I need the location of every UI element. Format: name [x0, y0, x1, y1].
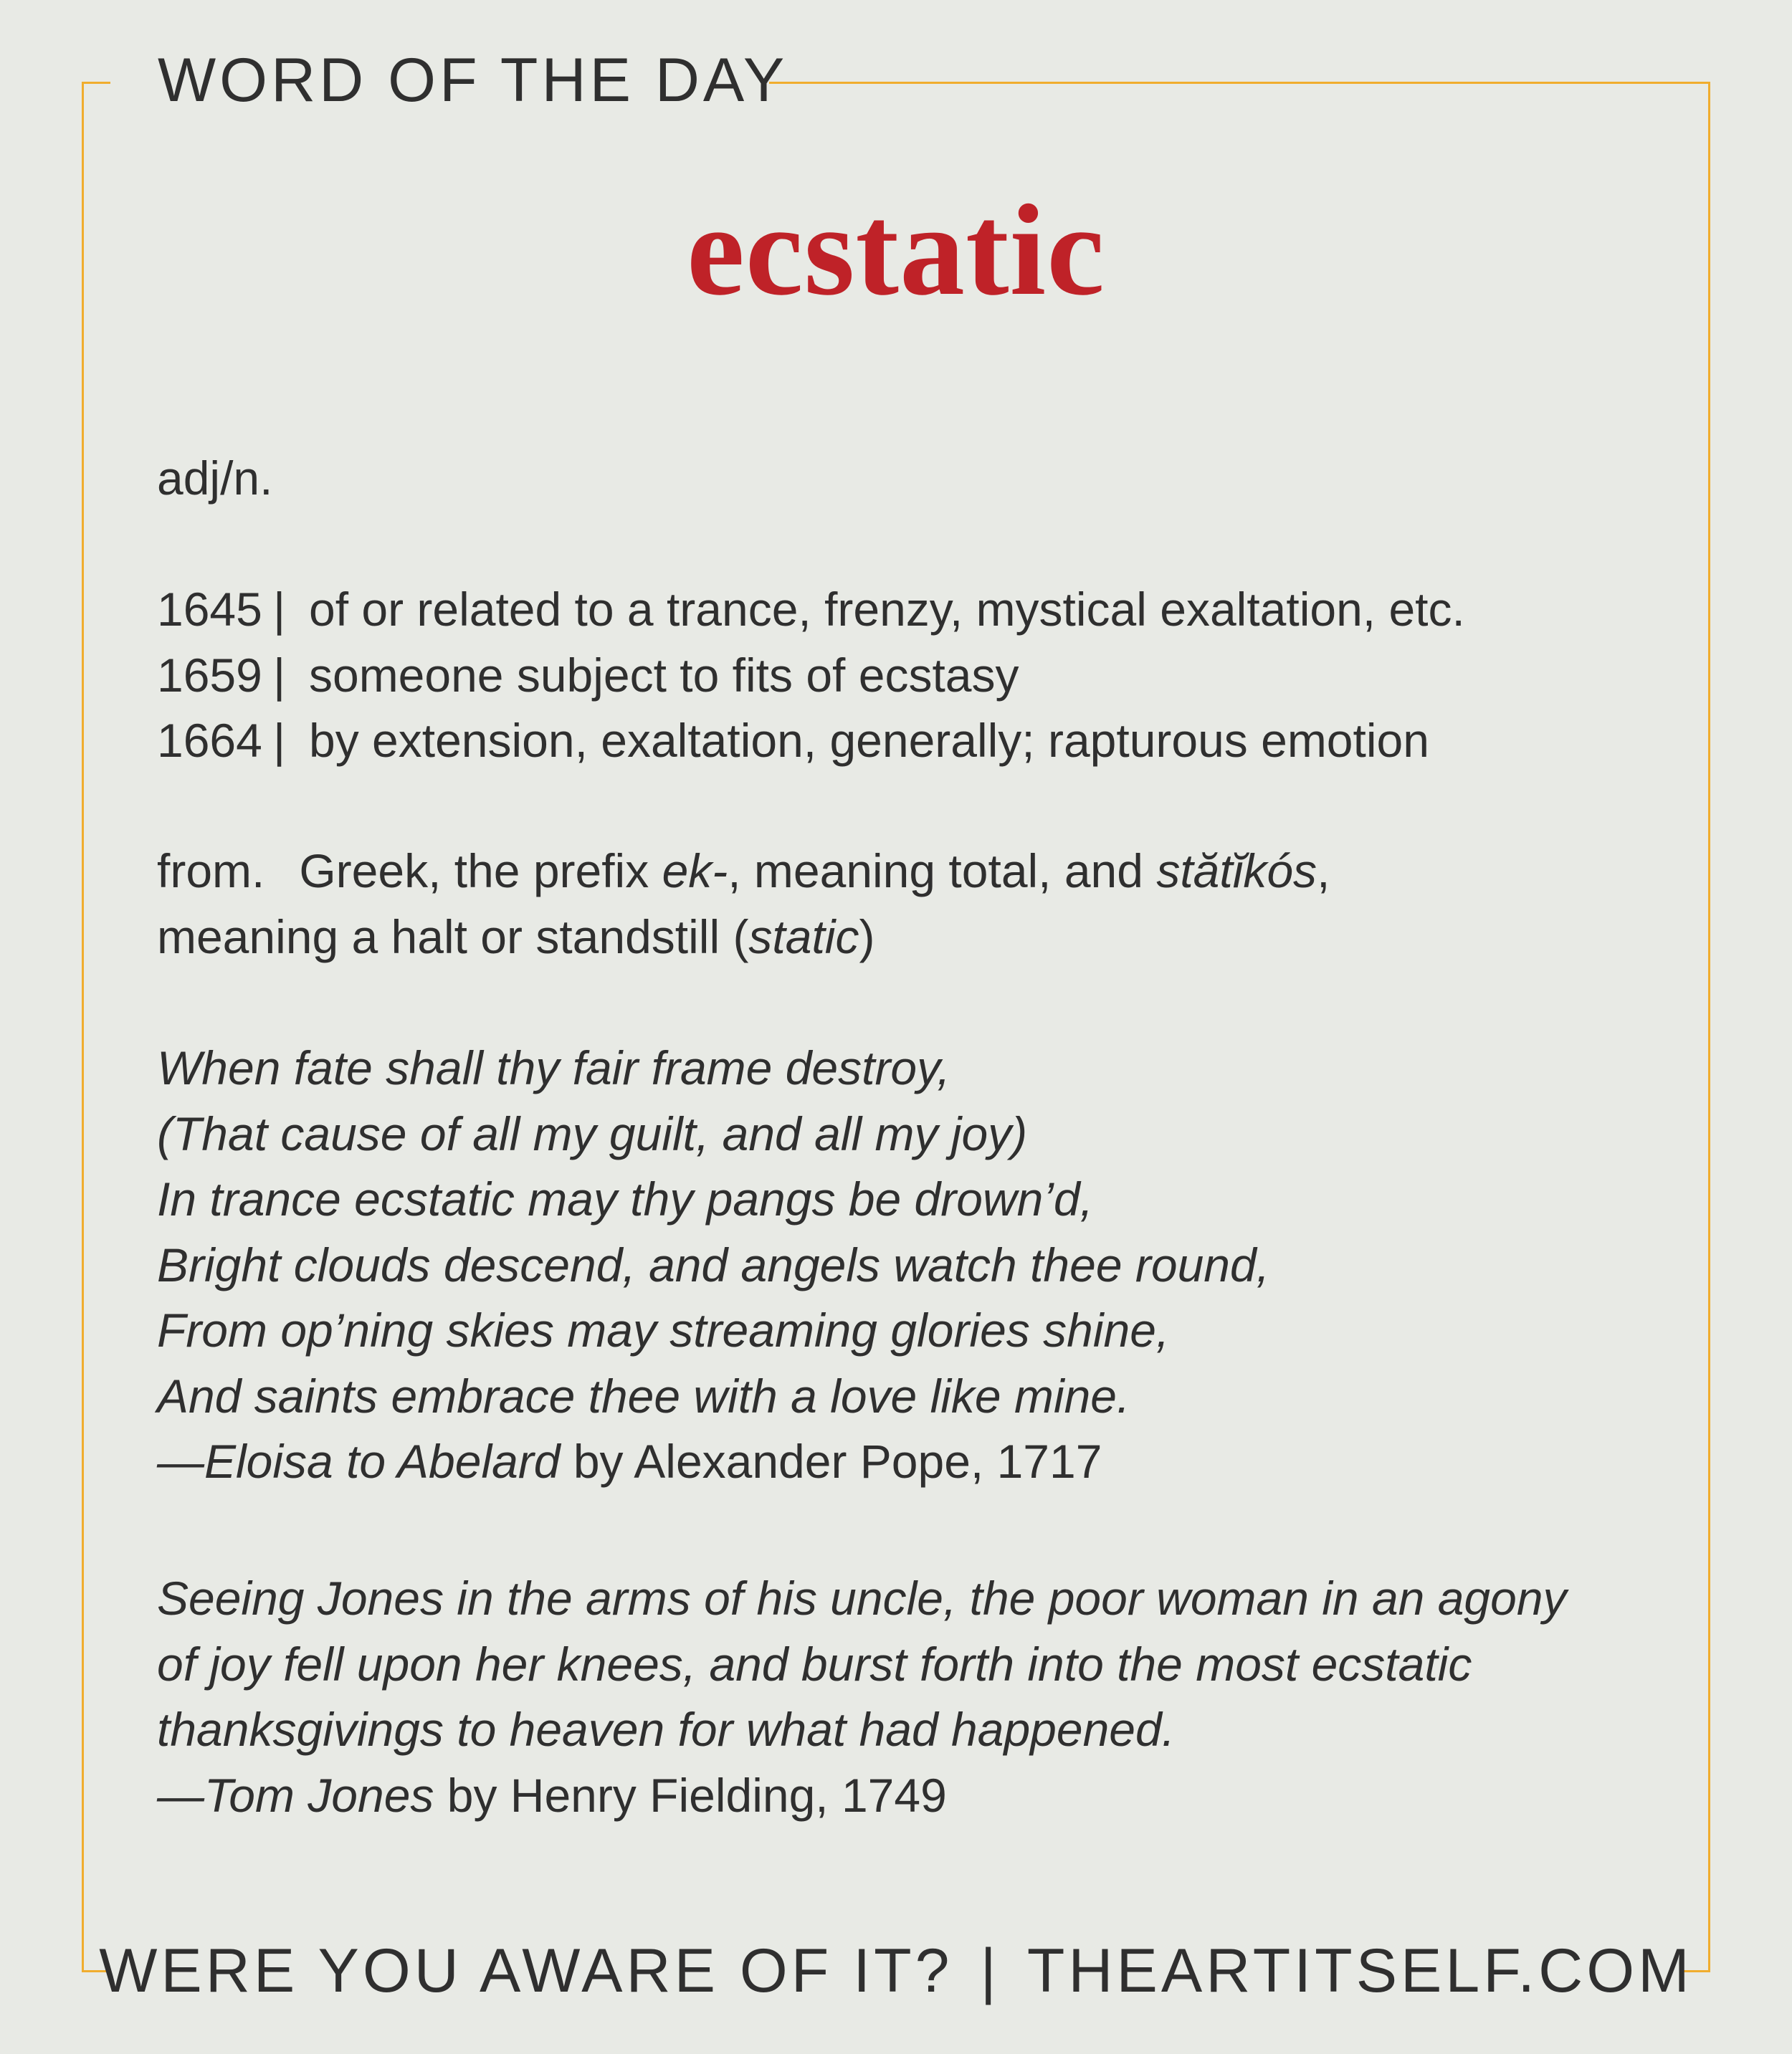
etymology-term: ek-	[662, 844, 728, 897]
part-of-speech: adj/n.	[157, 452, 273, 505]
attribution-work: —Eloisa to Abelard	[157, 1435, 561, 1488]
sense-row	[157, 577, 1677, 643]
quote-line: From op’ning skies may streaming glories shine,	[157, 1304, 1170, 1357]
etymology-line	[157, 839, 1677, 904]
etymology	[157, 839, 1677, 970]
quote-line: Seeing Jones in the arms of his uncle, the poor woman in an agony	[157, 1572, 1567, 1625]
frame-right-line	[1708, 82, 1710, 1972]
etymology-text: ,	[1317, 844, 1330, 897]
page-title: WORD OF THE DAY	[158, 46, 788, 115]
quote-line: In trance ecstatic may thy pangs be drown’d,	[157, 1172, 1094, 1226]
sense-year: 1659	[157, 648, 262, 702]
footer-separator: |	[980, 1936, 1000, 2005]
sense-year: 1645	[157, 583, 262, 636]
etymology-term: stătĭkós	[1156, 844, 1317, 897]
etymology-term: static	[748, 909, 859, 963]
quote-line: And saints embrace thee with a love like mine.	[157, 1369, 1130, 1423]
frame-top-left-line	[82, 82, 110, 84]
sense-row	[157, 643, 1677, 709]
etymology-text: meaning a halt or standstill (	[157, 909, 749, 963]
sense-separator: |	[273, 583, 286, 636]
quote-line: of joy fell upon her knees, and burst forth into the most ecstatic	[157, 1637, 1472, 1691]
etymology-text: , meaning total, and	[728, 844, 1157, 897]
quote-line: (That cause of all my guilt, and all my joy)	[157, 1107, 1028, 1160]
quote-line: thanksgivings to heaven for what had happened.	[157, 1703, 1176, 1756]
etymology-line	[157, 904, 1677, 970]
etymology-label: from.	[157, 844, 265, 897]
quote-line: When fate shall thy fair frame destroy,	[157, 1041, 950, 1094]
quote-pope	[157, 1036, 1677, 1495]
attribution-author: by Alexander Pope, 1717	[560, 1435, 1102, 1488]
footer-question: WERE YOU AWARE OF IT?	[99, 1936, 953, 2005]
sense-separator: |	[273, 648, 286, 702]
sense-definition: someone subject to fits of ecstasy	[309, 648, 1019, 702]
quote-attribution	[157, 1763, 1677, 1829]
footer	[0, 1935, 1792, 2007]
frame-left-line	[82, 82, 84, 1972]
etymology-text: Greek, the prefix	[299, 844, 662, 897]
frame-top-right-line	[769, 82, 1710, 84]
quote-fielding	[157, 1566, 1677, 1828]
senses-list	[157, 577, 1677, 774]
footer-site-link[interactable]: THEARTITSELF.COM	[1026, 1936, 1693, 2005]
sense-separator: |	[273, 714, 286, 767]
etymology-text: )	[859, 909, 875, 963]
quote-line: Bright clouds descend, and angels watch thee round,	[157, 1238, 1270, 1291]
headword: ecstatic	[687, 178, 1105, 323]
sense-year: 1664	[157, 714, 262, 767]
sense-row	[157, 708, 1677, 774]
attribution-work: —Tom Jones	[157, 1768, 434, 1822]
attribution-author: by Henry Fielding, 1749	[434, 1768, 947, 1822]
quote-attribution	[157, 1429, 1677, 1495]
sense-definition: by extension, exaltation, generally; rapturous emotion	[309, 714, 1429, 767]
sense-definition: of or related to a trance, frenzy, mystical exaltation, etc.	[309, 583, 1465, 636]
